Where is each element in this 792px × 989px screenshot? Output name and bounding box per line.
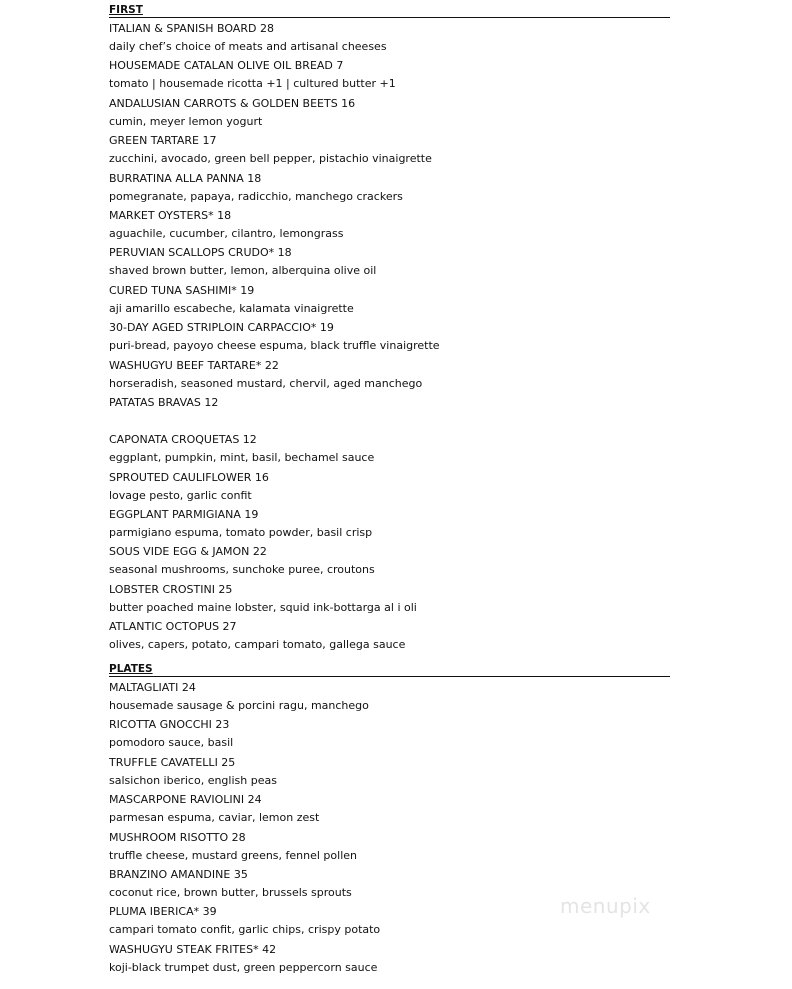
- menu-item-name: CURED TUNA SASHIMI* 19: [109, 283, 255, 297]
- menu-item: [109, 57, 670, 94]
- menu-item: [109, 581, 670, 618]
- item-list: [109, 20, 670, 656]
- menu-item-description: truffle cheese, mustard greens, fennel pollen: [109, 848, 357, 862]
- menu-item: [109, 469, 670, 506]
- menu-item-description: puri-bread, payoyo cheese espuma, black truffle vinaigrette: [109, 339, 440, 353]
- menu-item-name: PATATAS BRAVAS 12: [109, 395, 219, 409]
- menu-item-description: campari tomato confit, garlic chips, crispy potato: [109, 923, 381, 937]
- menu-item-description: aguachile, cucumber, cilantro, lemongrass: [109, 226, 344, 240]
- menu-item-name: TRUFFLE CAVATELLI 25: [109, 755, 236, 769]
- item-list: [109, 679, 670, 978]
- menu-item: [109, 394, 670, 431]
- menu-item: [109, 506, 670, 543]
- menu-item-description: shaved brown butter, lemon, alberquina olive oil: [109, 264, 377, 278]
- menu-item-name: MUSHROOM RISOTTO 28: [109, 830, 246, 844]
- menu-item-name: WASHUGYU BEEF TARTARE* 22: [109, 358, 279, 372]
- menu-item-name: WASHUGYU STEAK FRITES* 42: [109, 942, 277, 956]
- menu-item-description: pomegranate, papaya, radicchio, manchego crackers: [109, 189, 403, 203]
- menu-item: [109, 543, 670, 580]
- menu-item-description: parmesan espuma, caviar, lemon zest: [109, 811, 320, 825]
- menu-item: [109, 207, 670, 244]
- menu-item-name: HOUSEMADE CATALAN OLIVE OIL BREAD 7: [109, 59, 344, 73]
- menu-item-name: LOBSTER CROSTINI 25: [109, 582, 233, 596]
- menu-item-name: ATLANTIC OCTOPUS 27: [109, 620, 237, 634]
- menu-item: [109, 941, 670, 978]
- menu-item-name: PLUMA IBERICA* 39: [109, 905, 217, 919]
- menu-item-name: EGGPLANT PARMIGIANA 19: [109, 508, 259, 522]
- menu-item-description: horseradish, seasoned mustard, chervil, aged manchego: [109, 376, 423, 390]
- section-plates: [109, 663, 670, 978]
- menu-item-name: SPROUTED CAULIFLOWER 16: [109, 470, 269, 484]
- menu-item: [109, 791, 670, 828]
- menu-item-name: CAPONATA CROQUETAS 12: [109, 433, 257, 447]
- menu-item-description: housemade sausage & porcini ragu, manchego: [109, 699, 369, 712]
- menu-item: [109, 20, 670, 57]
- menu-item-description: eggplant, pumpkin, mint, basil, bechamel sauce: [109, 451, 375, 465]
- menu-item-description: coconut rice, brown butter, brussels sprouts: [109, 885, 352, 899]
- menu-item: [109, 679, 670, 716]
- menu-item: [109, 431, 670, 468]
- menu-item-description: butter poached maine lobster, squid ink-bottarga al i oli: [109, 600, 417, 614]
- menu-item-description: cumin, meyer lemon yogurt: [109, 114, 263, 128]
- menu-item-description: parmigiano espuma, tomato powder, basil crisp: [109, 526, 373, 540]
- menu-item-name: SOUS VIDE EGG & JAMON 22: [109, 545, 267, 559]
- menu-item-description: salsichon iberico, english peas: [109, 773, 277, 787]
- menu-item: [109, 319, 670, 356]
- menu-item: [109, 716, 670, 753]
- menu-item-description: tomato | housemade ricotta +1 | cultured butter +1: [109, 77, 396, 91]
- menu-item: [109, 95, 670, 132]
- menu-item-name: MARKET OYSTERS* 18: [109, 208, 232, 222]
- menu-item-description: olives, capers, potato, campari tomato, gallega sauce: [109, 638, 406, 652]
- menu-item: [109, 132, 670, 169]
- menu-item-description: daily chef’s choice of meats and artisanal cheeses: [109, 40, 387, 53]
- menu-item: [109, 618, 670, 655]
- menu-item-name: BURRATINA ALLA PANNA 18: [109, 171, 262, 185]
- section-first: [109, 4, 670, 656]
- menu-item-name: MALTAGLIATI 24: [109, 681, 196, 694]
- menu-item-name: RICOTTA GNOCCHI 23: [109, 718, 230, 732]
- menu-item: [109, 282, 670, 319]
- menu-item-name: GREEN TARTARE 17: [109, 134, 217, 148]
- menu-item: [109, 754, 670, 791]
- menu-item-description: pomodoro sauce, basil: [109, 736, 234, 750]
- menu-item-description: seasonal mushrooms, sunchoke puree, croutons: [109, 563, 375, 577]
- menu-item-description: lovage pesto, garlic confit: [109, 488, 252, 502]
- menu-item-name: ANDALUSIAN CARROTS & GOLDEN BEETS 16: [109, 96, 356, 110]
- menu-item-description: koji-black trumpet dust, green peppercorn sauce: [109, 960, 378, 974]
- menu-item-name: PERUVIAN SCALLOPS CRUDO* 18: [109, 246, 292, 260]
- menu-item-description: aji amarillo escabeche, kalamata vinaigrette: [109, 301, 354, 315]
- menu-item-name: ITALIAN & SPANISH BOARD 28: [109, 22, 274, 35]
- menu-item-name: MASCARPONE RAVIOLINI 24: [109, 793, 262, 807]
- menu-item: [109, 829, 670, 866]
- menu-item-name: BRANZINO AMANDINE 35: [109, 867, 248, 881]
- menu-item-name: 30-DAY AGED STRIPLOIN CARPACCIO* 19: [109, 321, 334, 335]
- menu-item: [109, 170, 670, 207]
- section-title: FIRST: [109, 4, 670, 18]
- section-title: PLATES: [109, 663, 670, 677]
- menu-item: [109, 244, 670, 281]
- watermark-logo: menupix: [560, 894, 651, 918]
- menu-item-description: zucchini, avocado, green bell pepper, pistachio vinaigrette: [109, 152, 432, 166]
- menu-item: [109, 357, 670, 394]
